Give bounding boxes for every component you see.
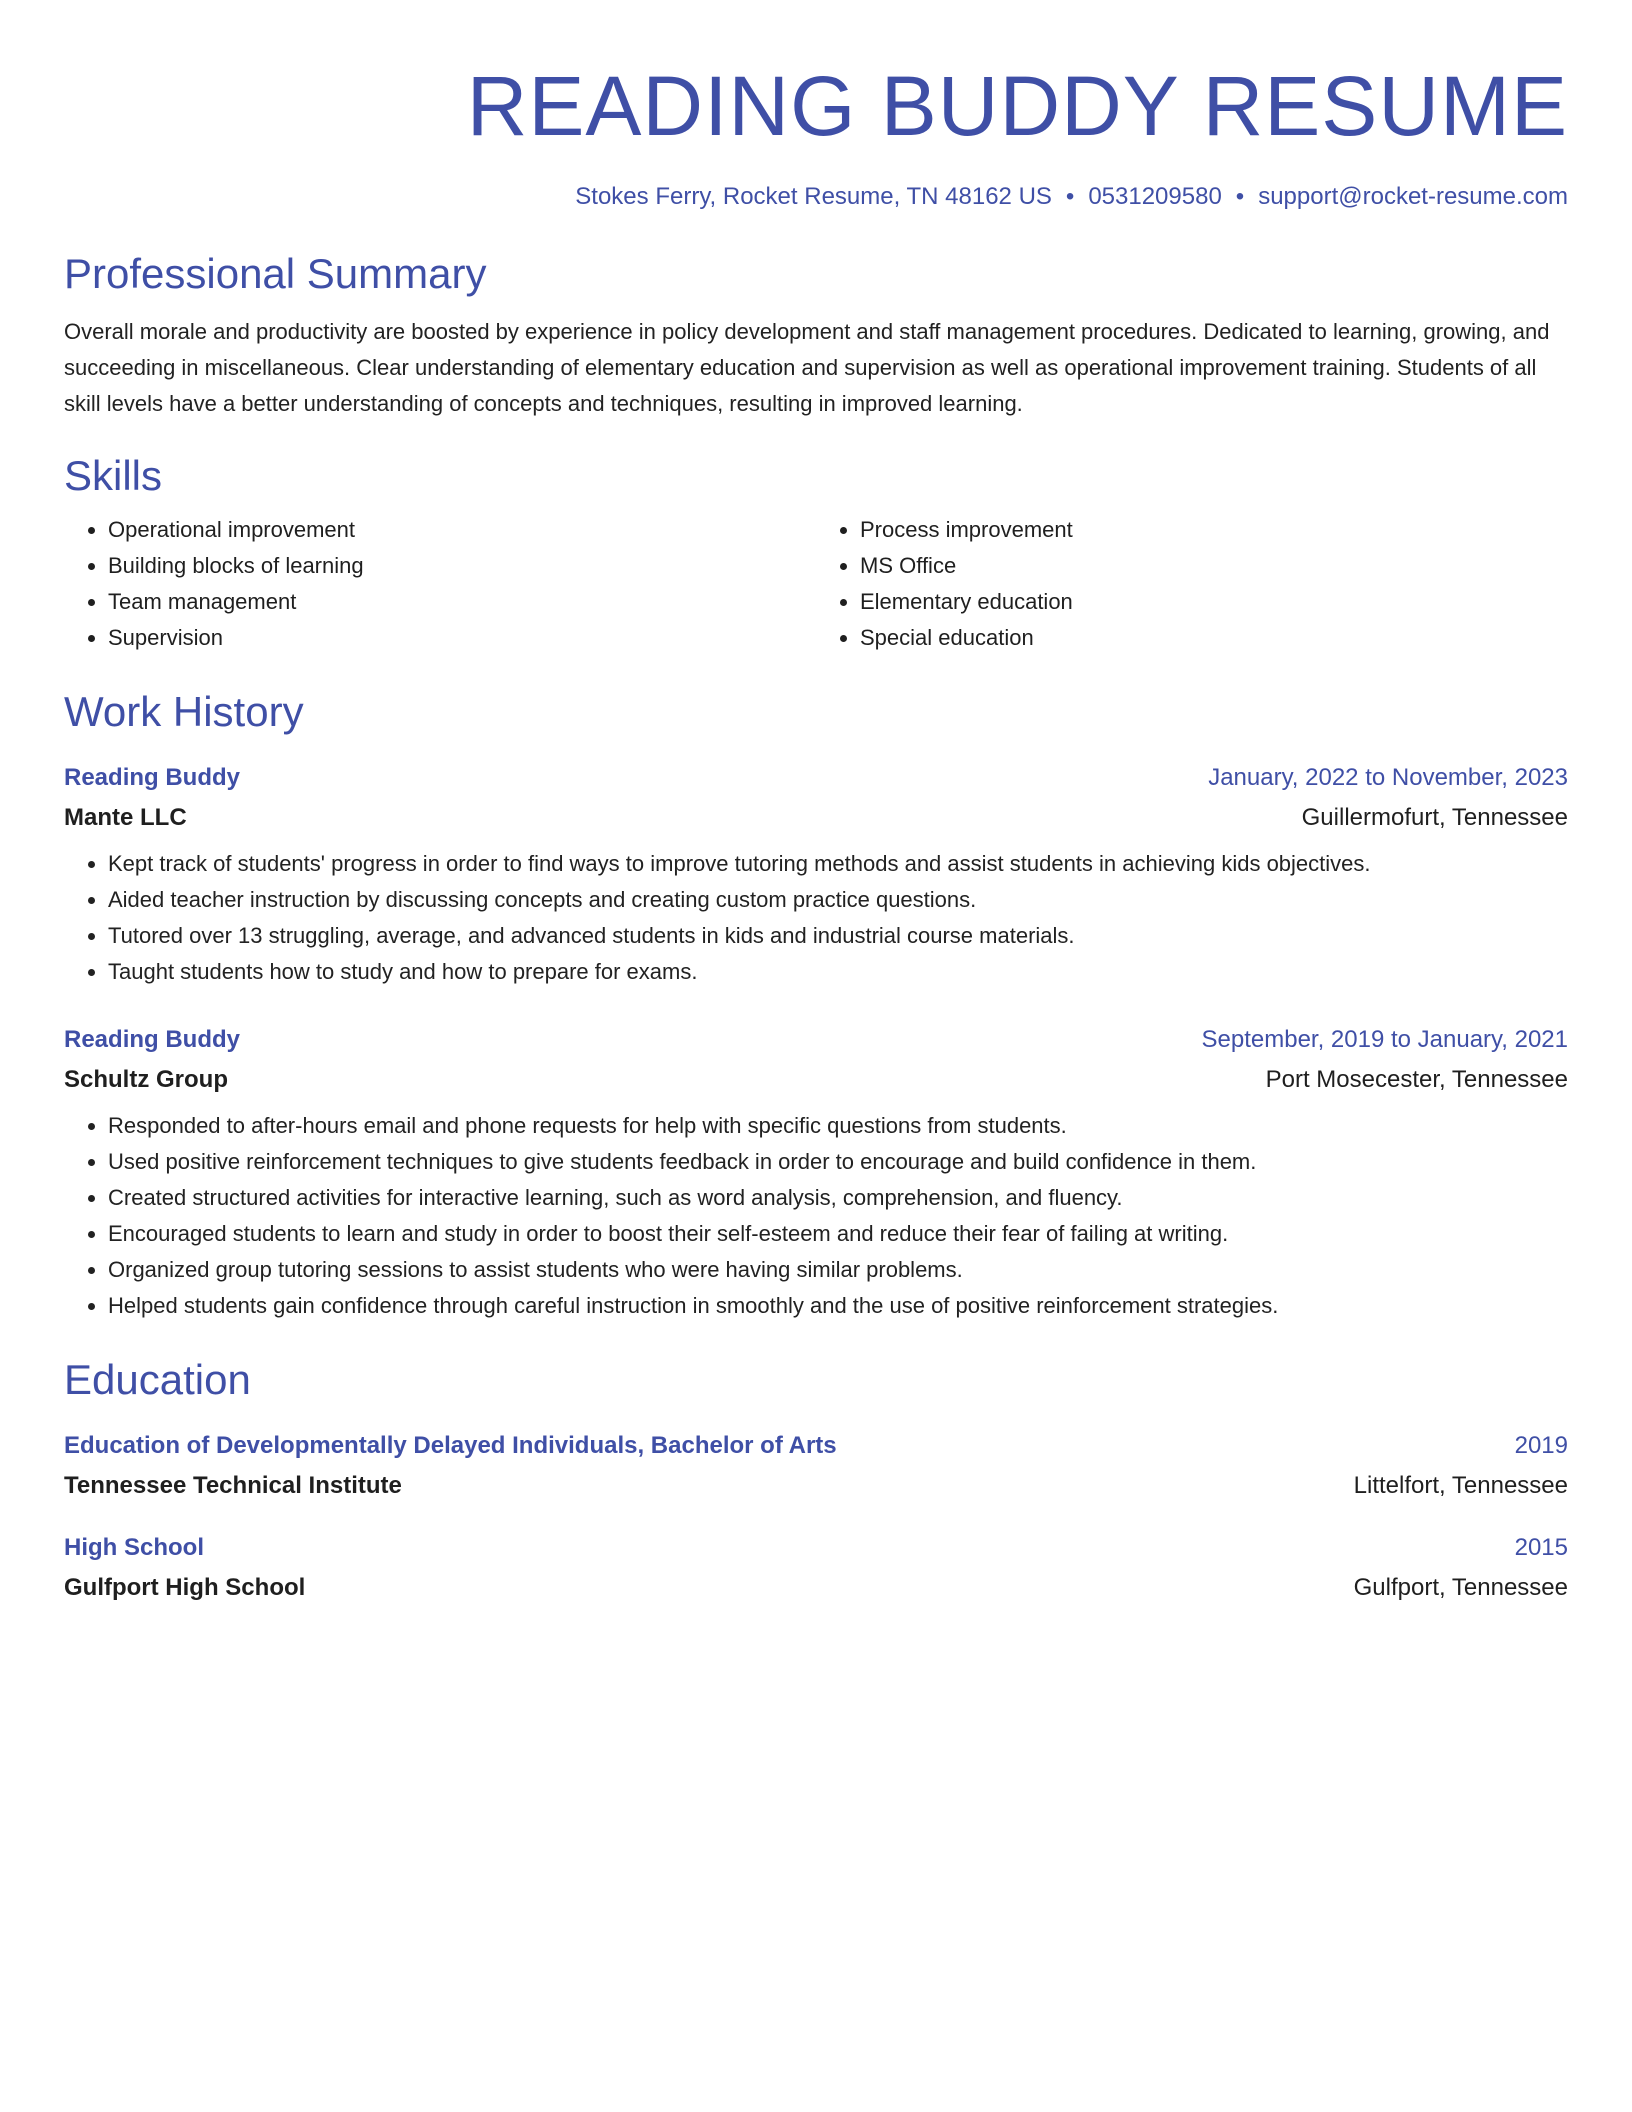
job-dates: January, 2022 to November, 2023: [1208, 764, 1568, 791]
job-subheader: [64, 802, 1568, 834]
job-title: Reading Buddy: [64, 1026, 241, 1053]
skill-item: • Special education: [860, 620, 1568, 656]
job-header: [64, 1024, 1568, 1056]
job-bullet: • Taught students how to study and how to prepare for exams.: [108, 954, 1568, 990]
education-location: Littelfort, Tennessee: [1353, 1472, 1568, 1499]
education-subheader: [64, 1470, 1568, 1502]
education-subheader: [64, 1572, 1568, 1604]
contact-email: support@rocket-resume.com: [1258, 183, 1568, 210]
skills-column-right: [816, 512, 1568, 656]
job-company: Mante LLC: [64, 804, 187, 831]
skills-list: [64, 512, 1568, 656]
job-entry: [64, 1024, 1568, 1324]
contact-line: [64, 182, 1568, 212]
job-location: Guillermofurt, Tennessee: [1301, 804, 1568, 831]
job-bullet: • Helped students gain confidence through careful instruction in smoothly and the use of positive reinforcement strategies.: [108, 1288, 1568, 1324]
skill-item: • Team management: [108, 584, 816, 620]
job-dates: September, 2019 to January, 2021: [1201, 1026, 1568, 1053]
education-degree: High School: [64, 1534, 204, 1561]
job-bullets: [64, 1108, 1568, 1324]
education-location: Gulfport, Tennessee: [1353, 1574, 1568, 1601]
contact-separator: •: [1065, 183, 1075, 210]
work-history-heading: Work History: [64, 688, 304, 735]
skills-column-left: [64, 512, 816, 656]
job-bullet: • Kept track of students' progress in order to find ways to improve tutoring methods and assist students in achieving kids objectives.: [108, 846, 1568, 882]
contact-address: Stokes Ferry, Rocket Resume, TN 48162 US: [575, 183, 1052, 210]
education-degree: Education of Developmentally Delayed Individuals, Bachelor of Arts: [64, 1432, 837, 1459]
job-bullet: • Organized group tutoring sessions to assist students who were having similar problems.: [108, 1252, 1568, 1288]
contact-phone: 0531209580: [1088, 183, 1222, 210]
summary-heading: Professional Summary: [64, 250, 487, 297]
job-bullet: • Aided teacher instruction by discussing concepts and creating custom practice questions.: [108, 882, 1568, 918]
skills-heading: Skills: [64, 452, 163, 499]
job-bullet: • Created structured activities for interactive learning, such as word analysis, comprehension, and fluency.: [108, 1180, 1568, 1216]
education-entry: [64, 1532, 1568, 1604]
education-header: [64, 1532, 1568, 1564]
skill-item: • Elementary education: [860, 584, 1568, 620]
job-entry: [64, 762, 1568, 990]
education-entry: [64, 1430, 1568, 1502]
education-header: [64, 1430, 1568, 1462]
job-bullet: • Encouraged students to learn and study in order to boost their self-esteem and reduce their fear of failing at writing.: [108, 1216, 1568, 1252]
job-location: Port Mosecester, Tennessee: [1265, 1066, 1568, 1093]
job-bullet: • Responded to after-hours email and phone requests for help with specific questions from students.: [108, 1108, 1568, 1144]
job-bullet: • Used positive reinforcement techniques to give students feedback in order to encourage and build confidence in them.: [108, 1144, 1568, 1180]
job-bullet: • Tutored over 13 struggling, average, and advanced students in kids and industrial course materials.: [108, 918, 1568, 954]
resume-name: READING BUDDY RESUME: [466, 59, 1568, 153]
skill-item: • Operational improvement: [108, 512, 816, 548]
job-bullets: [64, 846, 1568, 990]
job-company: Schultz Group: [64, 1066, 228, 1093]
job-header: [64, 762, 1568, 794]
job-title: Reading Buddy: [64, 764, 241, 791]
education-heading: Education: [64, 1356, 251, 1403]
contact-separator: •: [1235, 183, 1245, 210]
education-school: Tennessee Technical Institute: [64, 1472, 402, 1499]
skill-item: • Process improvement: [860, 512, 1568, 548]
education-year: 2015: [1514, 1534, 1568, 1561]
job-subheader: [64, 1064, 1568, 1096]
education-school: Gulfport High School: [64, 1574, 306, 1601]
skill-item: • MS Office: [860, 548, 1568, 584]
skill-item: • Building blocks of learning: [108, 548, 816, 584]
summary-text: Overall morale and productivity are boosted by experience in policy development and staff management procedures. Dedicated to learning, growing, and succeeding in miscellaneous. Clear understanding of elementary education and supervision as well as operational improvement training. Students of all skill levels have a better understanding of concepts and techniques, resulting in improved learning.: [64, 319, 1550, 416]
education-year: 2019: [1514, 1432, 1568, 1459]
skill-item: • Supervision: [108, 620, 816, 656]
